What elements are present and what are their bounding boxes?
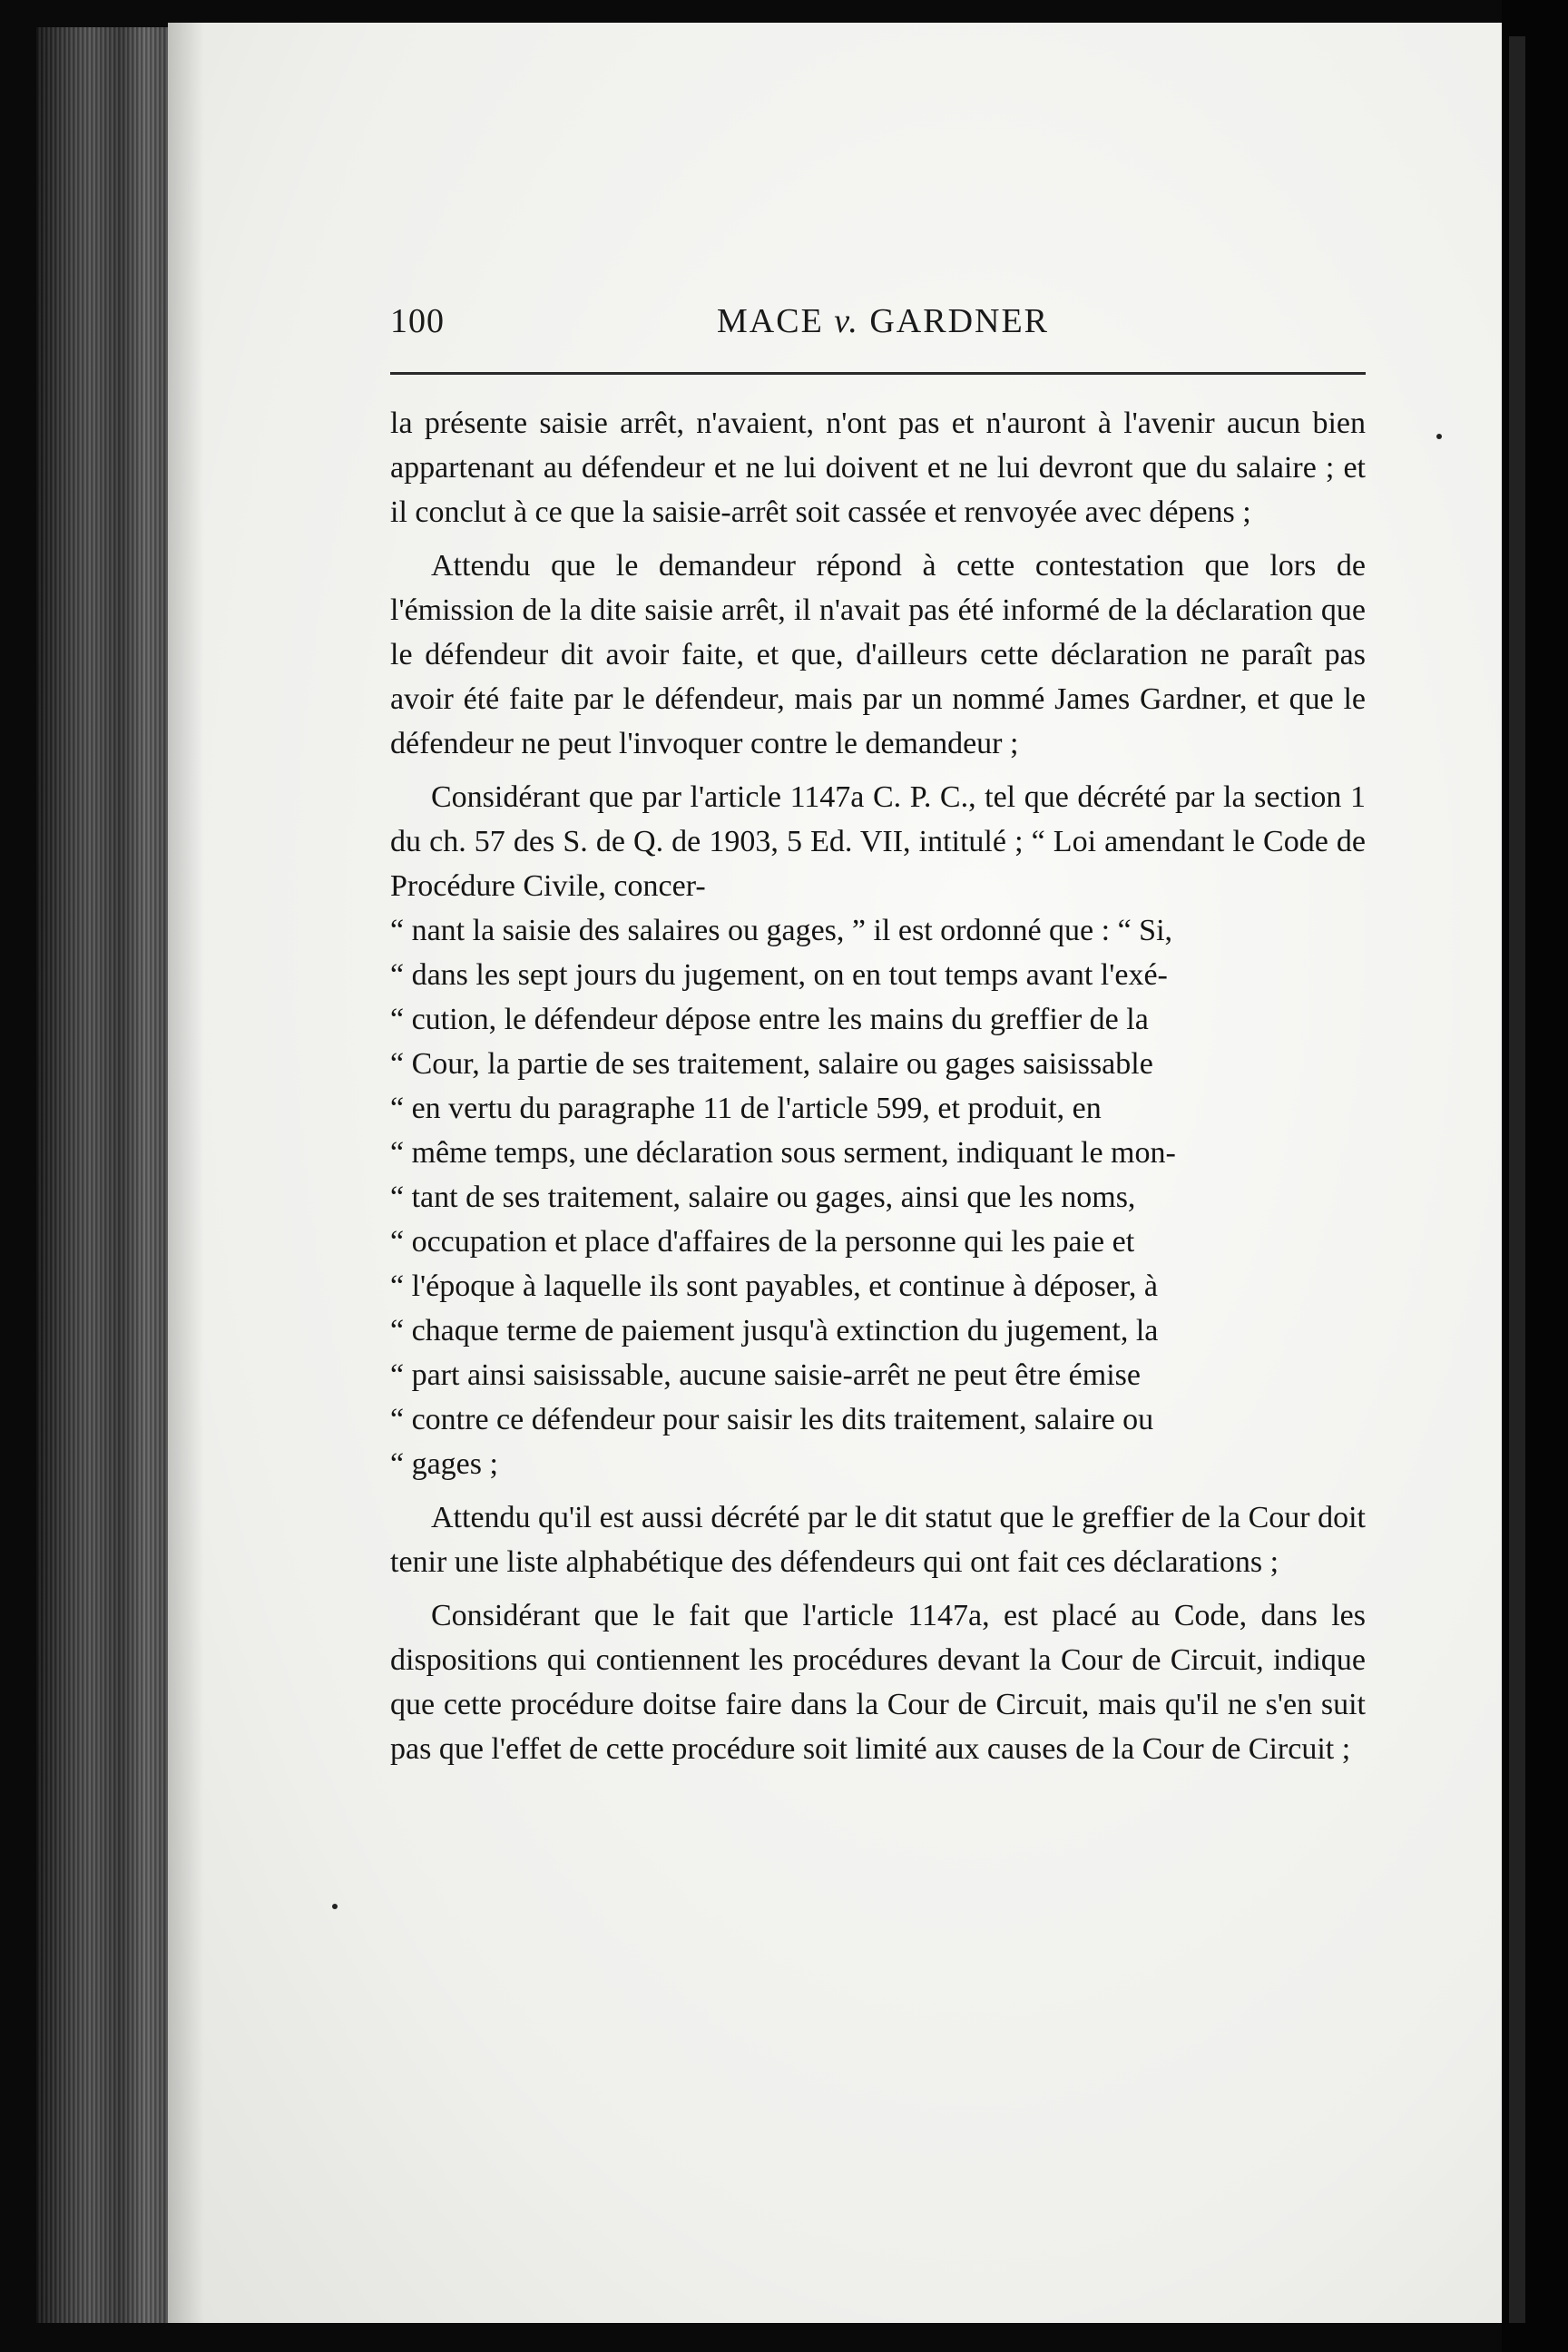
page-number: 100 bbox=[390, 302, 445, 340]
title-part-2: GARDNER bbox=[858, 302, 1050, 340]
paragraph-2: Attendu que le demandeur répond à cette contestation que lors de l'émission de la dite saisie arrêt, il n'avait pas été informé de la déclaration que le défendeur dit avoir faite, et que, d'ailleurs cette déclaration ne paraît pas avoir été faite par le défendeur, mais par un nommé James Gardner, et que le défendeur ne peut l'invoquer contre le demandeur ; bbox=[390, 549, 1366, 760]
quoted-line: “ tant de ses traitement, salaire ou gages, ainsi que les noms, bbox=[390, 1181, 1136, 1214]
quoted-line: “ l'époque à laquelle ils sont payables, et continue à déposer, à bbox=[390, 1269, 1158, 1303]
quoted-line: “ même temps, une déclaration sous serment, indiquant le mon- bbox=[390, 1136, 1176, 1170]
book-page-edges bbox=[36, 27, 172, 2323]
quoted-line: “ en vertu du paragraphe 11 de l'article 599, et produit, en bbox=[390, 1092, 1102, 1125]
running-title bbox=[717, 301, 1049, 341]
book-cover-edge bbox=[1509, 36, 1525, 2323]
paragraph-4: Attendu qu'il est aussi décrété par le dit statut que le greffier de la Cour doit tenir une liste alphabétique des défendeurs qui ont fait ces déclarations ; bbox=[390, 1501, 1366, 1579]
paragraph-1: la présente saisie arrêt, n'avaient, n'ont pas et n'auront à l'avenir aucun bien appartenant au défendeur et ne lui doivent et ne lui devront que du salaire ; et il conclut à ce que la saisie-arrêt soit cassée et renvoyée avec dépens ; bbox=[390, 407, 1366, 529]
quoted-line: “ part ainsi saisissable, aucune saisie-arrêt ne peut être émise bbox=[390, 1358, 1141, 1392]
running-header bbox=[390, 301, 1366, 356]
paragraph-3: Considérant que par l'article 1147a C. P. C., tel que décrété par la section 1 du ch. 57 des S. de Q. de 1903, 5 Ed. VII, intitulé ; “ Loi amendant le Code de Procédure Civile, concer- bbox=[390, 780, 1366, 903]
quoted-line: “ occupation et place d'affaires de la personne qui les paie et bbox=[390, 1225, 1135, 1259]
quoted-line: “ contre ce défendeur pour saisir les dits traitement, salaire ou bbox=[390, 1403, 1154, 1436]
quoted-line: “ chaque terme de paiement jusqu'à extinction du jugement, la bbox=[390, 1314, 1159, 1348]
quoted-line: “ Cour, la partie de ses traitement, salaire ou gages saisissable bbox=[390, 1047, 1153, 1081]
scan-speck bbox=[332, 1904, 338, 1909]
quoted-line: “ gages ; bbox=[390, 1447, 498, 1481]
title-part-1: MACE bbox=[717, 302, 835, 340]
quoted-line: “ nant la saisie des salaires ou gages, ” il est ordonné que : “ Si, bbox=[390, 914, 1173, 947]
header-rule bbox=[390, 372, 1366, 375]
body-text bbox=[390, 401, 1366, 1771]
scan-speck bbox=[1436, 434, 1442, 439]
quoted-line: “ cution, le défendeur dépose entre les mains du greffier de la bbox=[390, 1003, 1149, 1036]
paragraph-5: Considérant que le fait que l'article 1147a, est placé au Code, dans les dispositions qui contiennent les procédures devant la Cour de Circuit, indique que cette procédure doitse faire dans la Cour de Circuit, mais qu'il ne s'en suit pas que l'effet de cette procédure soit limité aux causes de la Cour de Circuit ; bbox=[390, 1599, 1366, 1766]
title-versus: v. bbox=[834, 302, 859, 340]
page-gutter-shadow bbox=[168, 23, 204, 2323]
quoted-line: “ dans les sept jours du jugement, on en tout temps avant l'exé- bbox=[390, 958, 1168, 992]
